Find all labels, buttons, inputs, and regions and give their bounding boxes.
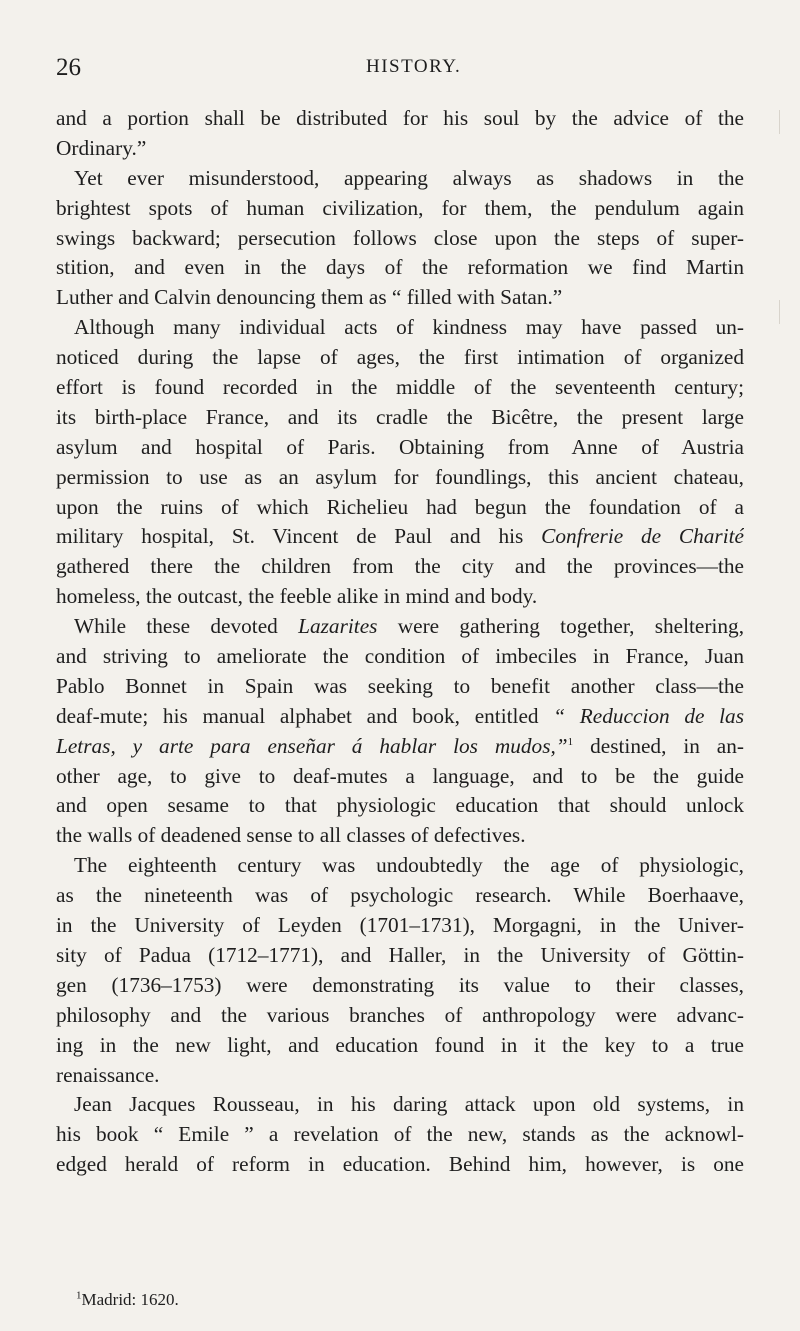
text-line: philosophy and the various branches of anthropology were advanc- [56,1002,744,1027]
running-head [56,54,746,84]
text-line: and a portion shall be distributed for his soul by the advice of the [56,106,744,130]
text-line [56,732,744,762]
text-line: upon the ruins of which Richelieu had begun the foundation of a [56,494,744,519]
text-line: Jean Jacques Rousseau, in his daring attack upon old systems, in [74,1092,744,1117]
text-line: Ordinary.” [56,135,147,160]
text-line: swings backward; persecution follows close upon the steps of super- [56,225,744,250]
text-fragment: deaf-mute; his manual alphabet and book, entitled [56,703,539,728]
text-line: other age, to give to deaf-mutes a language, and to be the guide [56,763,744,788]
footnote [76,1290,179,1310]
text-line: as the nineteenth was of psychologic research. While Boerhaave, [56,883,744,908]
text-line [56,702,744,732]
text-line: homeless, the outcast, the feeble alike in mind and body. [56,584,538,609]
text-line: sity of Padua (1712–1771), and Haller, in the University of Göttin- [56,942,744,967]
footnote-marker: 1 [76,1289,82,1302]
text-line: Although many individual acts of kindness may have passed un- [74,315,744,340]
text-line: Pablo Bonnet in Spain was seeking to benefit another class—the [56,673,744,698]
text-line: noticed during the lapse of ages, the first intimation of organized [56,345,744,370]
text-line: brightest spots of human civilization, for them, the pendulum again [56,195,744,220]
text-line: asylum and hospital of Paris. Obtaining from Anne of Austria [56,434,744,459]
text-fragment: were gathering together, sheltering, [397,614,744,639]
text-line: effort is found recorded in the middle of the seventeenth century; [56,375,744,400]
page-number: 26 [56,54,81,81]
text-line [56,522,744,552]
text-line: and open sesame to that physiologic education that should unlock [56,793,744,818]
text-fragment: destined, in an- [590,733,744,758]
text-line [56,612,744,642]
text-line: and striving to ameliorate the condition of imbeciles in France, Juan [56,644,744,669]
italic-book-title: Letras, y arte para enseñar á hablar los mudos,” [56,733,568,758]
page-edge-shadow [767,300,780,324]
text-line: ing in the new light, and education found in it the key to a true [56,1032,744,1057]
text-line: The eighteenth century was undoubtedly the age of physiologic, [74,853,744,878]
text-line: Luther and Calvin denouncing them as “ filled with Satan.” [56,285,563,310]
italic-term: Confrerie de Charité [541,524,744,549]
footnote-text: Madrid: 1620. [81,1290,179,1309]
italic-term: Lazarites [298,614,378,639]
text-line: Yet ever misunderstood, appearing always as shadows in the [74,165,744,190]
text-line: permission to use as an asylum for foundlings, this ancient chateau, [56,464,744,489]
text-line: stition, and even in the days of the reformation we find Martin [56,255,744,280]
page-edge-shadow [767,110,780,134]
text-line: gen (1736–1753) were demonstrating its value to their classes, [56,972,744,997]
text-fragment: military hospital, St. Vincent de Paul and his [56,524,524,549]
footnote-ref: 1 [567,735,574,748]
text-line: the walls of deadened sense to all classes of defectives. [56,823,526,848]
body-text [56,104,744,1180]
text-fragment: While these devoted [74,614,278,639]
text-line: renaissance. [56,1062,160,1087]
text-line: his book “ Emile ” a revelation of the new, stands as the acknowl- [56,1122,744,1147]
text-line: gathered there the children from the city and the provinces—the [56,554,744,579]
text-line: its birth-place France, and its cradle the Bicêtre, the present large [56,404,744,429]
running-title: HISTORY. [366,56,462,77]
italic-book-title: “ Reduccion de las [553,703,744,728]
text-line: edged herald of reform in education. Behind him, however, is one [56,1152,744,1177]
text-line: in the University of Leyden (1701–1731), Morgagni, in the Univer- [56,913,744,938]
